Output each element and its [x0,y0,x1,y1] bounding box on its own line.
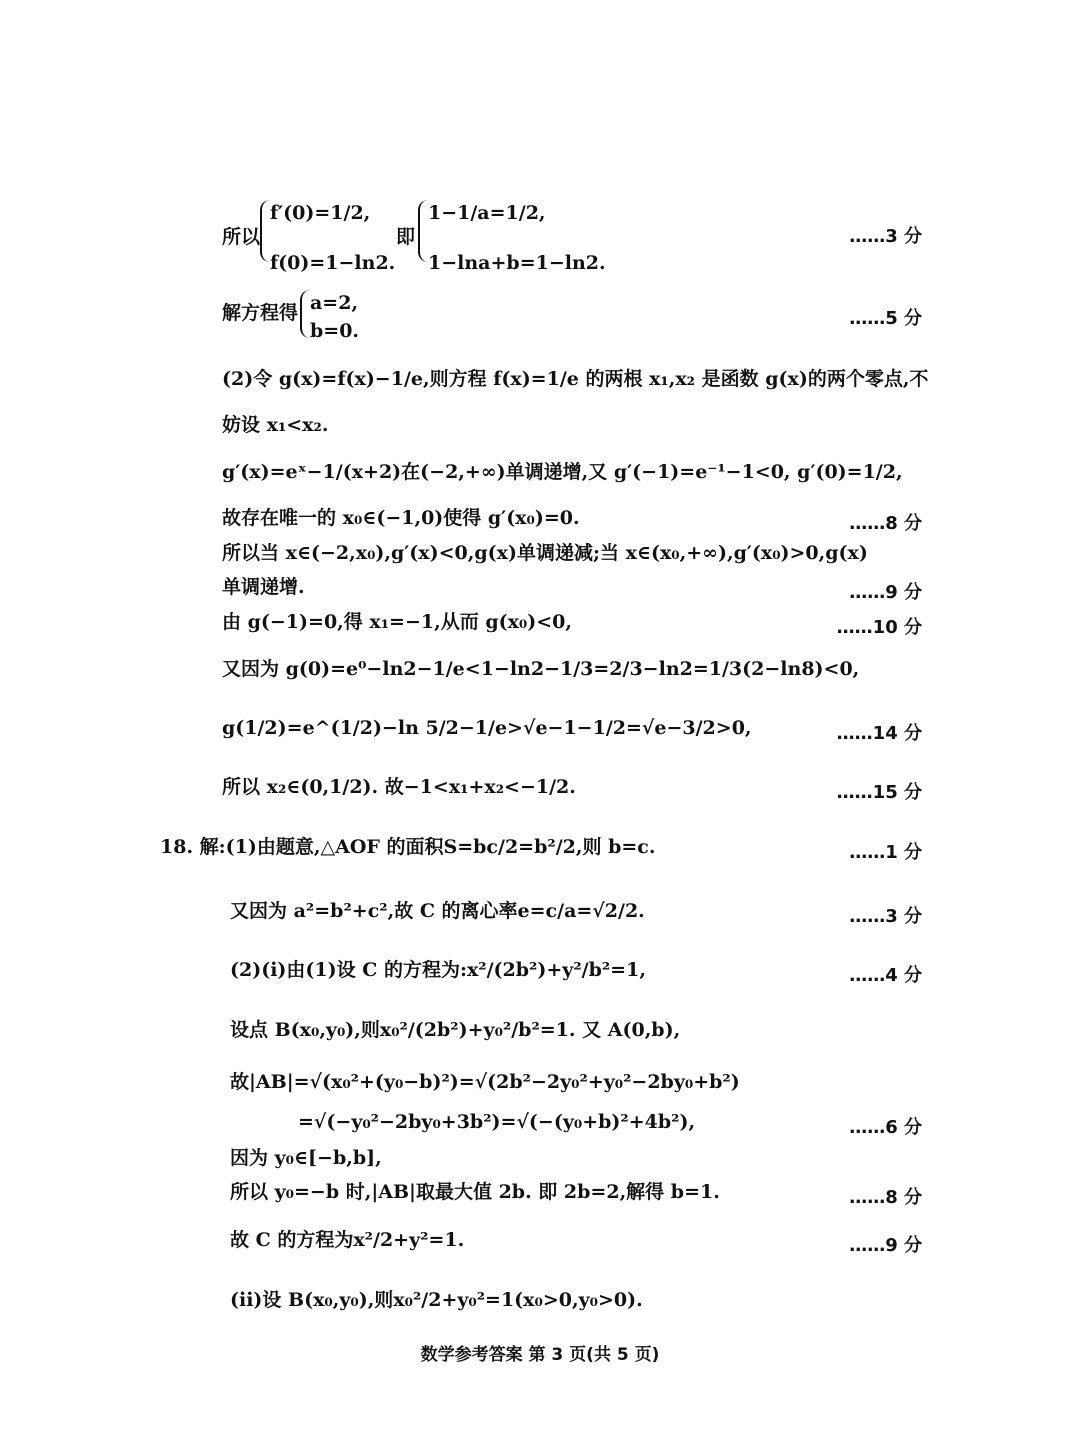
score-mark: ……8 分 [849,513,922,534]
system-brace [300,290,310,338]
score-mark: ……9 分 [849,582,922,603]
line-text: 妨设 x₁<x₂. [222,414,329,436]
system-brace [418,200,428,262]
system-prefix: 所以 [222,226,261,248]
system-row: b=0. [310,320,360,342]
line-text: (ii)设 B(x₀,y₀),则x₀²/2+y₀²=1(x₀>0,y₀>0). [230,1289,643,1311]
line-text: 所以 y₀=−b 时,|AB|取最大值 2b. 即 2b=2,解得 b=1. [230,1181,720,1203]
line-text: 由 g(−1)=0,得 x₁=−1,从而 g(x₀)<0, [222,611,572,633]
score-mark: ……4 分 [849,965,922,986]
score-mark: ……1 分 [849,842,922,863]
line-text: 故|AB|=√(x₀²+(y₀−b)²)=√(2b²−2y₀²+y₀²−2by₀+b²) [230,1071,740,1093]
score-mark: ……10 分 [836,617,922,638]
line-text: 所以 x₂∈(0,1/2). 故−1<x₁+x₂<−1/2. [222,776,576,798]
score-mark: ……15 分 [836,782,922,803]
page-footer: 数学参考答案 第 3 页(共 5 页) [420,1345,660,1365]
score-mark: ……5 分 [849,308,922,329]
line-text: =√(−y₀²−2by₀+3b²)=√(−(y₀+b)²+4b²), [298,1111,696,1133]
score-mark: ……9 分 [849,1235,922,1256]
line-text: 又因为 g(0)=e⁰−ln2−1/e<1−ln2−1/3=2/3−ln2=1/3(2−ln8)<0, [222,658,860,680]
score-mark: ……6 分 [849,1117,922,1138]
line-text: (2)令 g(x)=f(x)−1/e,则方程 f(x)=1/e 的两根 x₁,x₂ 是函数 g(x)的两个零点,不 [222,368,929,390]
line-text: g′(x)=eˣ−1/(x+2)在(−2,+∞)单调递增,又 g′(−1)=e⁻¹−1<0, g′(0)=1/2, [222,461,903,483]
line-text: (2)(i)由(1)设 C 的方程为:x²/(2b²)+y²/b²=1, [230,959,646,981]
line-text: 18. 解:(1)由题意,△AOF 的面积S=bc/2=b²/2,则 b=c. [160,836,656,858]
score-mark: ……14 分 [836,723,922,744]
system-row: f(0)=1−ln2. [270,252,396,274]
line-text: g(1/2)=e^(1/2)−ln 5/2−1/e>√e−1−1/2=√e−3/2>0, [222,717,752,739]
score-mark: ……3 分 [849,226,922,247]
line-text: 因为 y₀∈[−b,b], [230,1147,382,1169]
system-brace [260,200,270,262]
system-row: a=2, [310,292,359,314]
system-row: 1−1/a=1/2, [428,202,546,224]
system-row: f′(0)=1/2, [270,202,371,224]
line-text: 所以当 x∈(−2,x₀),g′(x)<0,g(x)单调递减;当 x∈(x₀,+∞),g′(x₀)>0,g(x) [222,542,868,564]
score-mark: ……8 分 [849,1187,922,1208]
system-row: 1−lna+b=1−ln2. [428,252,606,274]
score-mark: ……3 分 [849,906,922,927]
line-text: 解方程得 [222,302,299,324]
line-text: 单调递增. [222,576,305,598]
system-mid: 即 [396,226,416,248]
line-text: 设点 B(x₀,y₀),则x₀²/(2b²)+y₀²/b²=1. 又 A(0,b), [230,1019,681,1041]
line-text: 又因为 a²=b²+c²,故 C 的离心率e=c/a=√2/2. [230,900,645,922]
line-text: 故 C 的方程为x²/2+y²=1. [230,1229,465,1251]
line-text: 故存在唯一的 x₀∈(−1,0)使得 g′(x₀)=0. [222,507,580,529]
